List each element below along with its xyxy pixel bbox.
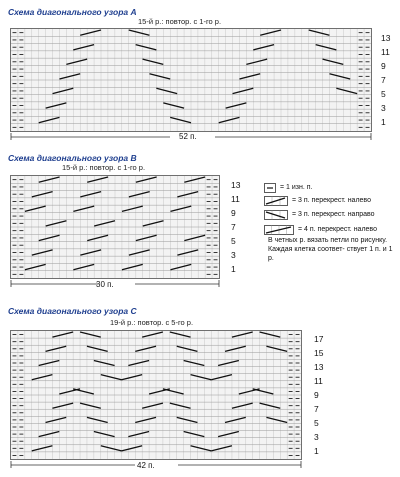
diagram-b-width-bracket (10, 280, 220, 288)
diagram-c-row-label: 7 (314, 404, 319, 414)
diagram-a-cable-mark (163, 103, 184, 108)
diagram-b-title: Схема диагонального узора В (8, 153, 137, 163)
legend-note: В четных р. вязать петли по рисунку. Каждая клетка соответ- ствует 1 п. и 1 р. (268, 237, 393, 262)
diagram-c-cable-mark (191, 446, 212, 451)
diagram-c-cable-mark (218, 432, 239, 437)
diagram-b-cable-mark (32, 192, 53, 197)
diagram-b-cable-mark (122, 206, 143, 211)
diagram-b-row-label: 7 (231, 222, 236, 232)
cross-right-3-symbol-icon (264, 210, 288, 220)
diagram-b-cable-mark (143, 221, 164, 226)
diagram-c-cable-mark (211, 375, 232, 380)
cross-left-4-symbol-icon (264, 225, 294, 235)
diagram-a-cable-mark (233, 88, 254, 93)
diagram-c-cable-mark (260, 403, 281, 408)
diagram-c-cable-mark (184, 432, 205, 437)
diagram-c-row-label: 11 (314, 376, 323, 386)
diagram-b-grid-svg (11, 176, 219, 278)
diagram-a-cable-mark (136, 45, 157, 50)
diagram-b-cable-mark (73, 264, 94, 269)
diagram-a-row-label: 7 (381, 75, 386, 85)
diagram-c-cable-mark (184, 360, 205, 365)
diagram-c-cable-mark (39, 360, 60, 365)
diagram-a-cable-mark (239, 74, 260, 79)
diagram-b-cable-mark (177, 250, 198, 255)
diagram-c-cable-mark (253, 389, 274, 394)
diagram-b-cable-mark (39, 235, 60, 240)
diagram-a-cable-mark (323, 59, 344, 64)
diagram-b-width-label: 30 п. (96, 280, 114, 289)
diagram-a-cable-mark (53, 88, 74, 93)
diagram-a-cable-mark (226, 103, 247, 108)
diagram-c-cable-mark (225, 417, 246, 422)
diagram-c-cable-mark (94, 432, 115, 437)
diagram-c-row-label: 1 (314, 446, 319, 456)
diagram-c-cable-mark (46, 417, 67, 422)
diagram-a-row-label: 11 (381, 47, 390, 57)
diagram-c-cable-mark (232, 332, 253, 337)
diagram-b-cable-mark (136, 177, 157, 182)
diagram-a-cable-mark (309, 30, 330, 35)
diagram-c-cable-mark (121, 446, 142, 451)
diagram-b-cable-mark (136, 235, 157, 240)
diagram-c-cable-mark (87, 346, 108, 351)
diagram-c-cable-mark (46, 346, 67, 351)
diagram-c-cable-mark (94, 360, 115, 365)
legend-purl-text: = 1 изн. п. (280, 184, 313, 191)
diagram-a-cable-mark (316, 45, 337, 50)
diagram-a-cable-mark (149, 74, 170, 79)
diagram-c-cable-mark (32, 375, 53, 380)
diagram-a-cable-mark (66, 59, 87, 64)
diagram-c-cable-mark (163, 389, 184, 394)
diagram-c-cable-mark (80, 403, 101, 408)
diagram-a-row-label: 5 (381, 89, 386, 99)
diagram-a-cable-mark (170, 117, 191, 122)
diagram-a-grid-svg (11, 29, 371, 131)
diagram-c-title: Схема диагонального узора С (8, 306, 137, 316)
diagram-b-cable-mark (94, 221, 115, 226)
diagram-c-cable-mark (142, 403, 163, 408)
diagram-a-cable-mark (219, 117, 240, 122)
diagram-b-row-label: 3 (231, 250, 236, 260)
diagram-a-title: Схема диагонального узора А (8, 7, 137, 17)
diagram-a-cable-mark (129, 30, 150, 35)
diagram-c-cable-mark (191, 375, 212, 380)
diagram-c-cable-mark (52, 332, 73, 337)
diagram-b-cable-mark (73, 206, 94, 211)
diagram-b-cable-mark (32, 250, 53, 255)
diagram-c-cable-mark (32, 446, 53, 451)
diagram-c-grid-svg (11, 331, 301, 459)
diagram-b-cable-mark (170, 264, 191, 269)
diagram-a-cable-mark (329, 74, 350, 79)
diagram-b-row-label: 1 (231, 264, 236, 274)
diagram-a-cable-mark (253, 45, 274, 50)
diagram-b-cable-mark (80, 192, 101, 197)
diagram-b-cable-mark (25, 206, 46, 211)
diagram-a-chart (10, 28, 372, 132)
diagram-c-cable-mark (80, 332, 101, 337)
diagram-c-row-label: 3 (314, 432, 319, 442)
diagram-c-row-label: 17 (314, 334, 324, 344)
diagram-c-cable-mark (142, 332, 163, 337)
diagram-a-row-label: 9 (381, 61, 386, 71)
diagram-a-row-label: 13 (381, 33, 391, 43)
diagram-a-cable-mark (260, 30, 281, 35)
diagram-c-cable-mark (128, 360, 149, 365)
diagram-c-row-label: 5 (314, 418, 319, 428)
diagram-a-row-label: 3 (381, 103, 386, 113)
diagram-b-cable-mark (170, 206, 191, 211)
diagram-b-cable-mark (184, 235, 205, 240)
diagram-a-cable-mark (39, 117, 60, 122)
diagram-c-width-label: 42 п. (137, 461, 155, 470)
diagram-b-cable-mark (122, 264, 143, 269)
diagram-b-chart (10, 175, 220, 279)
diagram-c-cable-mark (266, 346, 287, 351)
diagram-c-cable-mark (135, 346, 156, 351)
diagram-c-cable-mark (266, 417, 287, 422)
diagram-c-cable-mark (232, 403, 253, 408)
diagram-b-cable-mark (39, 177, 60, 182)
diagram-c-cable-mark (260, 332, 281, 337)
cross-left-3-symbol-icon (264, 196, 288, 206)
diagram-a-cable-mark (46, 103, 67, 108)
diagram-a-cable-mark (143, 59, 164, 64)
diagram-b-row-label: 11 (231, 194, 240, 204)
diagram-c-cable-mark (39, 432, 60, 437)
legend-cross-right-3-text: = 3 п. перекрест. направо (292, 211, 375, 218)
diagram-a-cable-mark (80, 30, 101, 35)
legend-cross-left-4-text: = 4 п. перекрест. налево (298, 226, 377, 233)
diagram-c-cable-mark (128, 432, 149, 437)
diagram-c-cable-mark (177, 417, 198, 422)
diagram-a-cable-mark (246, 59, 267, 64)
diagram-c-row-label: 9 (314, 390, 319, 400)
diagram-a-width-label: 52 п. (179, 132, 197, 141)
diagram-c-cable-mark (87, 417, 108, 422)
diagram-b-cable-mark (184, 177, 205, 182)
diagram-a-cable-mark (59, 74, 80, 79)
diagram-c-cable-mark (52, 403, 73, 408)
diagram-c-cable-mark (170, 332, 191, 337)
diagram-a-row-label: 1 (381, 117, 386, 127)
diagram-c-row-label: 15 (314, 348, 324, 358)
diagram-c-cable-mark (211, 446, 232, 451)
diagram-c-row-label: 13 (314, 362, 324, 372)
diagram-c-cable-mark (218, 360, 239, 365)
diagram-c-cable-mark (225, 346, 246, 351)
diagram-b-row-label: 9 (231, 208, 236, 218)
diagram-c-width-bracket (10, 461, 302, 469)
diagram-b-repeat-note: 15-й р.: повтор. с 1-го р. (62, 163, 146, 172)
diagram-b-cable-mark (129, 250, 150, 255)
diagram-b-cable-mark (87, 177, 108, 182)
diagram-b-cable-mark (80, 250, 101, 255)
diagram-a-cable-mark (336, 88, 357, 93)
diagram-b-cable-mark (25, 264, 46, 269)
diagram-b-row-label: 13 (231, 180, 241, 190)
diagram-c-cable-mark (177, 346, 198, 351)
diagram-c-cable-mark (170, 403, 191, 408)
purl-symbol-icon (264, 183, 276, 193)
diagram-b-cable-mark (87, 235, 108, 240)
diagram-c-cable-mark (101, 375, 122, 380)
diagram-b-row-label: 5 (231, 236, 236, 246)
diagram-b-cable-mark (129, 192, 150, 197)
legend-cross-left-3-text: = 3 п. перекрест. налево (292, 197, 371, 204)
diagram-a-repeat-note: 15-й р.: повтор. с 1-го р. (138, 17, 222, 26)
diagram-c-cable-mark (121, 375, 142, 380)
diagram-c-cable-mark (101, 446, 122, 451)
diagram-c-cable-mark (73, 389, 94, 394)
diagram-a-cable-mark (73, 45, 94, 50)
diagram-c-cable-mark (135, 417, 156, 422)
diagram-b-cable-mark (46, 221, 67, 226)
diagram-a-cable-mark (156, 88, 177, 93)
diagram-c-chart (10, 330, 302, 460)
diagram-c-repeat-note: 19-й р.: повтор. с 5-го р. (110, 318, 194, 327)
diagram-b-cable-mark (177, 192, 198, 197)
